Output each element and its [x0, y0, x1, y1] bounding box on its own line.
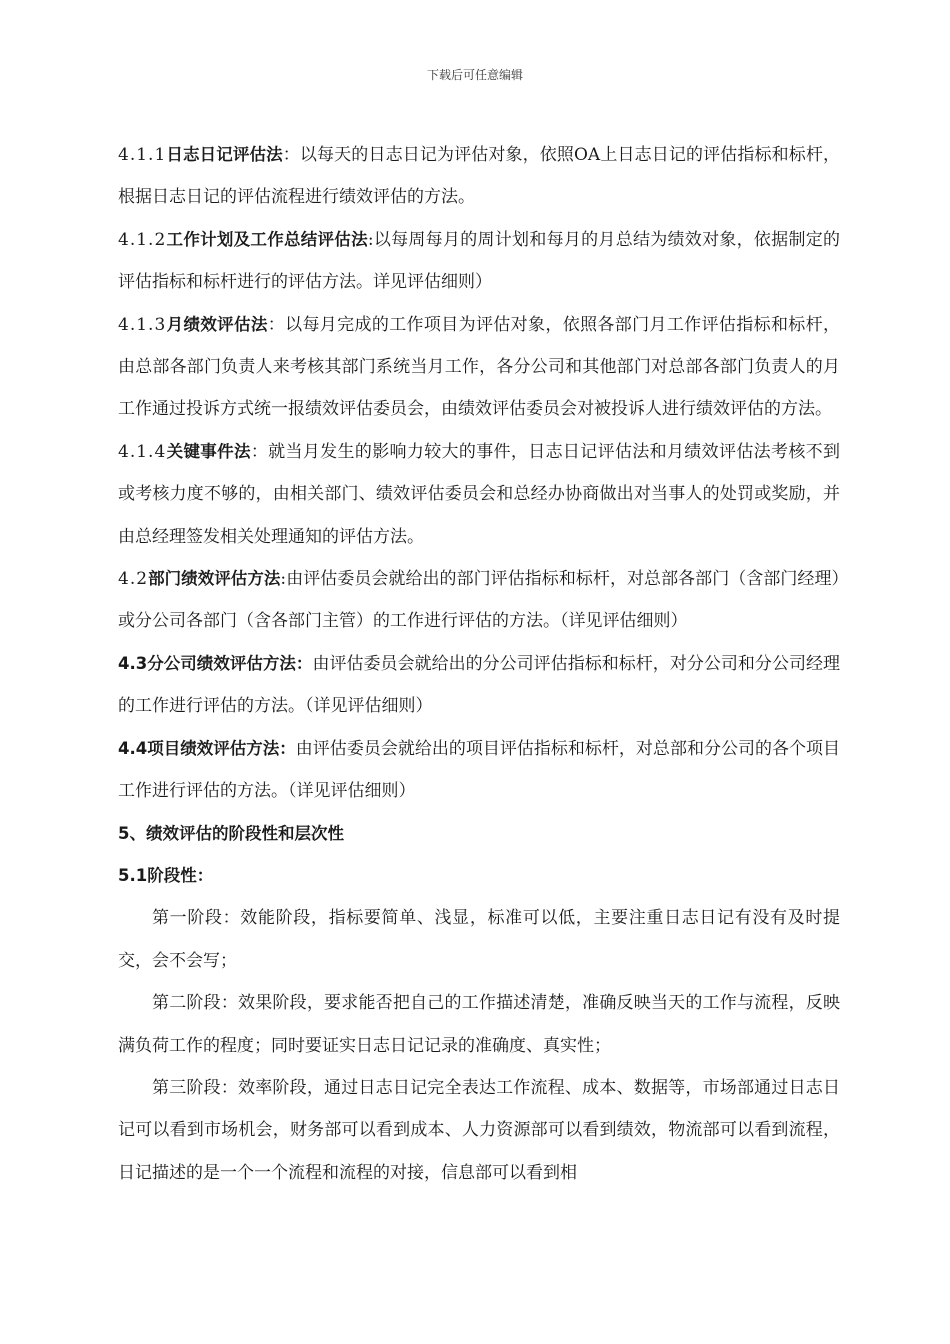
section-body: :以每周每月的周计划和每月的月总结为绩效对象，依据制定的评估指标和标杆进行的评估方法。详见评估细则） [118, 229, 840, 293]
section-heading: 月绩效评估法 [166, 314, 268, 334]
paragraph-4-1-2 [118, 219, 840, 304]
section-5-1-title: 5.1阶段性： [118, 865, 214, 885]
section-heading: 工作计划及工作总结评估法 [166, 229, 368, 249]
section-body: 由评估委员会就给出的分公司评估指标和标杆，对分公司和分公司经理的工作进行评估的方法。（详见评估细则） [118, 653, 840, 717]
document-body [118, 134, 840, 1194]
paragraph-4-3 [118, 643, 840, 728]
section-number: 4.1.3 [118, 314, 167, 335]
section-number: 4.2 [118, 569, 149, 590]
paragraph-4-1-1 [118, 134, 840, 219]
section-5-title: 5、绩效评估的阶段性和层次性 [118, 823, 344, 843]
stage-3-paragraph: 第三阶段：效率阶段，通过日志日记完全表达工作流程、成本、数据等，市场部通过日志日记可以看到市场机会，财务部可以看到成本、人力资源部可以看到绩效，物流部可以看到流程，日记描述的是一个一个流程和流程的对接，信息部可以看到相 [118, 1077, 840, 1183]
section-heading: 关键事件法 [166, 441, 251, 461]
section-body: ：以每天的日志日记为评估对象，依照OA上日志日记的评估指标和标杆，根据日志日记的评估流程进行绩效评估的方法。 [118, 145, 840, 208]
section-heading: 4.4项目绩效评估方法： [118, 738, 296, 758]
section-number: 4.1.1 [118, 145, 167, 165]
paragraph-4-2 [118, 558, 840, 643]
stage-1-paragraph: 第一阶段：效能阶段，指标要简单、浅显，标准可以低，主要注重日志日记有没有及时提交，会不会写； [118, 908, 840, 971]
page-header: 下载后可任意编辑 [426, 68, 523, 82]
section-body: ：就当月发生的影响力较大的事件，日志日记评估法和月绩效评估法考核不到或考核力度不够的，由相关部门、绩效评估委员会和总经办协商做出对当事人的处罚或奖励，并由总经理签发相关处理通知的评估方法。 [118, 441, 841, 547]
stage-2-paragraph: 第二阶段：效果阶段，要求能否把自己的工作描述清楚，准确反映当天的工作与流程，反映满负荷工作的程度；同时要证实日志日记记录的准确度、真实性； [118, 993, 840, 1056]
section-heading: 4.3分公司绩效评估方法： [118, 653, 313, 673]
paragraph-4-4 [118, 728, 840, 813]
section-body: :由评估委员会就给出的部门评估指标和标杆，对总部各部门（含部门经理）或分公司各部门（含各部门主管）的工作进行评估的方法。（详见评估细则） [118, 569, 840, 632]
paragraph-4-1-4 [118, 431, 840, 558]
section-number: 4.1.4 [118, 441, 167, 462]
section-body: ：以每月完成的工作项目为评估对象，依照各部门月工作评估指标和标杆，由总部各部门负责人来考核其部门系统当月工作，各分公司和其他部门对总部各部门负责人的月工作通过投诉方式统一报绩效评估委员会，由绩效评估委员会对被投诉人进行绩效评估的方法。 [118, 314, 841, 420]
section-heading: 日志日记评估法 [166, 145, 283, 164]
section-number: 4.1.2 [118, 229, 167, 250]
paragraph-4-1-3 [118, 304, 840, 431]
section-body: 由评估委员会就给出的项目评估指标和标杆，对总部和分公司的各个项目工作进行评估的方法。（详见评估细则） [118, 738, 840, 802]
section-heading: 部门绩效评估方法 [148, 569, 281, 589]
